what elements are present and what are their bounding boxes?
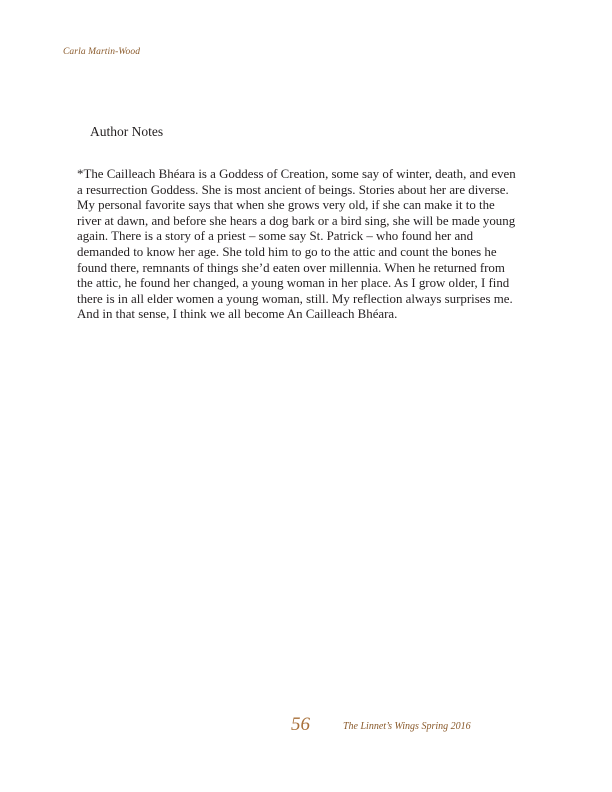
page-number: 56: [291, 714, 310, 735]
paragraph-line: My personal favorite says that when she grows very old, if she can make it to the: [77, 198, 495, 213]
paragraph-line: river at dawn, and before she hears a dog bark or a bird sing, she will be made young: [77, 213, 516, 228]
running-head-author: Carla Martin-Wood: [63, 47, 141, 57]
paragraph-line: a resurrection Goddess. She is most ancient of beings. Stories about her are diverse.: [77, 182, 509, 197]
author-notes-paragraph: [77, 167, 533, 323]
paragraph-line: And in that sense, I think we all become An Cailleach Bhéara.: [77, 307, 398, 322]
paragraph-line: found there, remnants of things she’d eaten over millennia. When he returned from: [77, 260, 505, 275]
section-title: Author Notes: [90, 124, 164, 139]
paragraph-line: there is in all elder women a young woman, still. My reflection always surprises me.: [77, 291, 513, 306]
page-footer: [0, 712, 612, 742]
paragraph-line: demanded to know her age. She told him to go to the attic and count the bones he: [77, 244, 497, 259]
paragraph-line: *The Cailleach Bhéara is a Goddess of Creation, some say of winter, death, and even: [77, 167, 516, 181]
paragraph-line: again. There is a story of a priest – some say St. Patrick – who found her and: [77, 229, 474, 244]
paragraph-line: the attic, he found her changed, a young woman in her place. As I grow older, I find: [77, 276, 510, 291]
publication-title: The Linnet’s Wings Spring 2016: [343, 721, 471, 732]
